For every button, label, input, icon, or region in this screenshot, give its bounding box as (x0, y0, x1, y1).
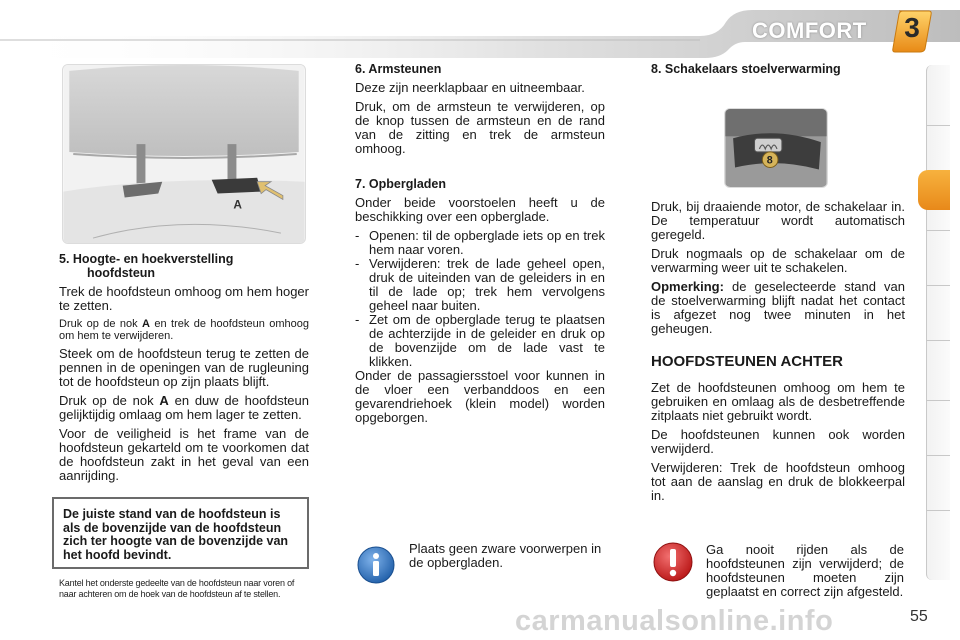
list-item-text: Zet om de opberglade terug te plaatsen de achterzijde in de geleider en druk op de bovenzijde om de lade vast te klikken. (369, 312, 605, 369)
note-label: Opmerking: (651, 279, 724, 294)
column-3 (651, 62, 905, 81)
list-item-text: Verwijderen: trek de lade geheel open, druk de uiteinden van de geleiders in en til de lade op; trek hem vervolgens geheel naar buiten. (369, 256, 605, 313)
text-span: en trek de hoofdsteun omhoog om hem te verwijderen. (59, 318, 310, 342)
tab-divider (926, 230, 950, 231)
tab-divider (926, 510, 950, 511)
chapter-title: COMFORT (752, 18, 867, 43)
paragraph-small (59, 318, 309, 342)
paragraph: Onder de passagiersstoel voor kunnen in de vloer een verbanddoos en een gevarendriehoek (klein model) worden opgeborgen. (355, 368, 605, 425)
section-7-heading: 7. Opbergladen (355, 177, 446, 191)
paragraph (651, 280, 905, 336)
text-span: en duw de hoofdsteun gelijktijdig omlaag om hem lager te zetten. (59, 393, 309, 422)
info-note: Plaats geen zware voorwerpen in de opbergladen. (409, 541, 602, 570)
watermark: carmanualsonline.info (515, 605, 834, 637)
tab-divider (926, 125, 950, 126)
page-number: 55 (910, 608, 928, 625)
headrest-photo (62, 64, 306, 244)
paragraph: Druk, om de armsteun te verwijderen, op de knop tussen de armsteun en de rand van de zitting en trek de armsteun omhoog. (355, 99, 605, 156)
tab-divider (926, 400, 950, 401)
chapter-tab-bar (926, 65, 950, 580)
warning-note: Ga nooit rijden als de hoofdsteunen zijn verwijderd; de hoofdsteunen moeten zijn geplaatst en correct zijn afgesteld. (706, 542, 904, 599)
paragraph: Voor de veiligheid is het frame van de hoofdsteun gekarteld om te voorkomen dat de hoofdsteun zakt in het geval van een aanrijding. (59, 426, 309, 483)
list-item: - Zet om de opberglade terug te plaatsen de achterzijde in de geleider en druk op de bovenzijde om de lade vast te klikken. (355, 312, 605, 369)
key-label: A (142, 318, 150, 330)
info-icon (357, 546, 395, 584)
paragraph: Onder beide voorstoelen heeft u de beschikking over een opberglade. (355, 195, 605, 224)
section-8-heading: 8. Schakelaars stoelverwarming (651, 62, 841, 76)
rear-headrests-title: HOOFDSTEUNEN ACHTER (651, 353, 843, 370)
text-span: de geselecteerde stand van de stoelverwarming blijft nadat het contact is afgezet nog twee minuten in het geheugen. (651, 279, 905, 336)
seat-heating-switch-photo (724, 108, 828, 188)
chapter-number: 3 (904, 12, 920, 43)
column-1 (59, 252, 309, 488)
warning-icon (653, 542, 693, 582)
paragraph: Deze zijn neerklapbaar en uitneembaar. (355, 80, 585, 95)
section-5-heading-line1: 5. Hoogte- en hoekverstelling (59, 252, 234, 266)
photo-label-8: 8 (766, 154, 773, 167)
section-5-heading-line2: hoofdsteun (87, 266, 156, 280)
photo-label-a: A (233, 197, 243, 212)
column-2 (355, 62, 605, 430)
list-item-text: Openen: til de opberglade iets op en trek hem naar voren. (369, 228, 605, 257)
paragraph: Trek de hoofdsteun omhoog om hem hoger te zetten. (59, 284, 309, 313)
paragraph: Druk nogmaals op de schakelaar om de verwarming weer uit te schakelen. (651, 246, 905, 275)
tab-divider (926, 285, 950, 286)
section-5-heading (59, 252, 309, 280)
column-3-body (651, 200, 905, 508)
tab-active-chapter[interactable] (918, 170, 950, 210)
paragraph: Verwijderen: Trek de hoofdsteun omhoog tot aan de aanslag en druk de blokkeerpal in. (651, 460, 905, 503)
section-6-heading: 6. Armsteunen (355, 62, 442, 76)
boxed-note: De juiste stand van de hoofdsteun is als de bovenzijde van de hoofdsteun zich ter hoogte van de bovenzijde van het hoofd bevindt. (52, 497, 309, 569)
photo-caption: Kantel het onderste gedeelte van de hoofdsteun naar voren of naar achteren om de hoek van de hoofdsteun af te stellen. (59, 578, 295, 599)
text-span: Druk op de nok (59, 318, 143, 330)
paragraph: Zet de hoofdsteunen omhoog om hem te gebruiken en omlaag als de desbetreffende zitplaats niet gebruikt wordt. (651, 380, 905, 423)
tab-divider (926, 340, 950, 341)
text-span: Druk op de nok (59, 393, 160, 408)
paragraph: Steek om de hoofdsteun terug te zetten de pennen in de openingen van de rugleuning tot de hoofdsteun op zijn plaats blijft. (59, 346, 309, 389)
list-item: - Openen: til de opberglade iets op en trek hem naar voren. (355, 228, 605, 257)
list-item: - Verwijderen: trek de lade geheel open, druk de uiteinden van de geleiders in en til de lade op; trek hem vervolgens geheel naar buiten. (355, 256, 605, 313)
key-label: A (159, 393, 169, 408)
paragraph (59, 394, 309, 422)
paragraph: Druk, bij draaiende motor, de schakelaar in. De temperatuur wordt automatisch geregeld. (651, 199, 905, 242)
tab-divider (926, 455, 950, 456)
paragraph: De hoofdsteunen kunnen ook worden verwijderd. (651, 427, 905, 456)
